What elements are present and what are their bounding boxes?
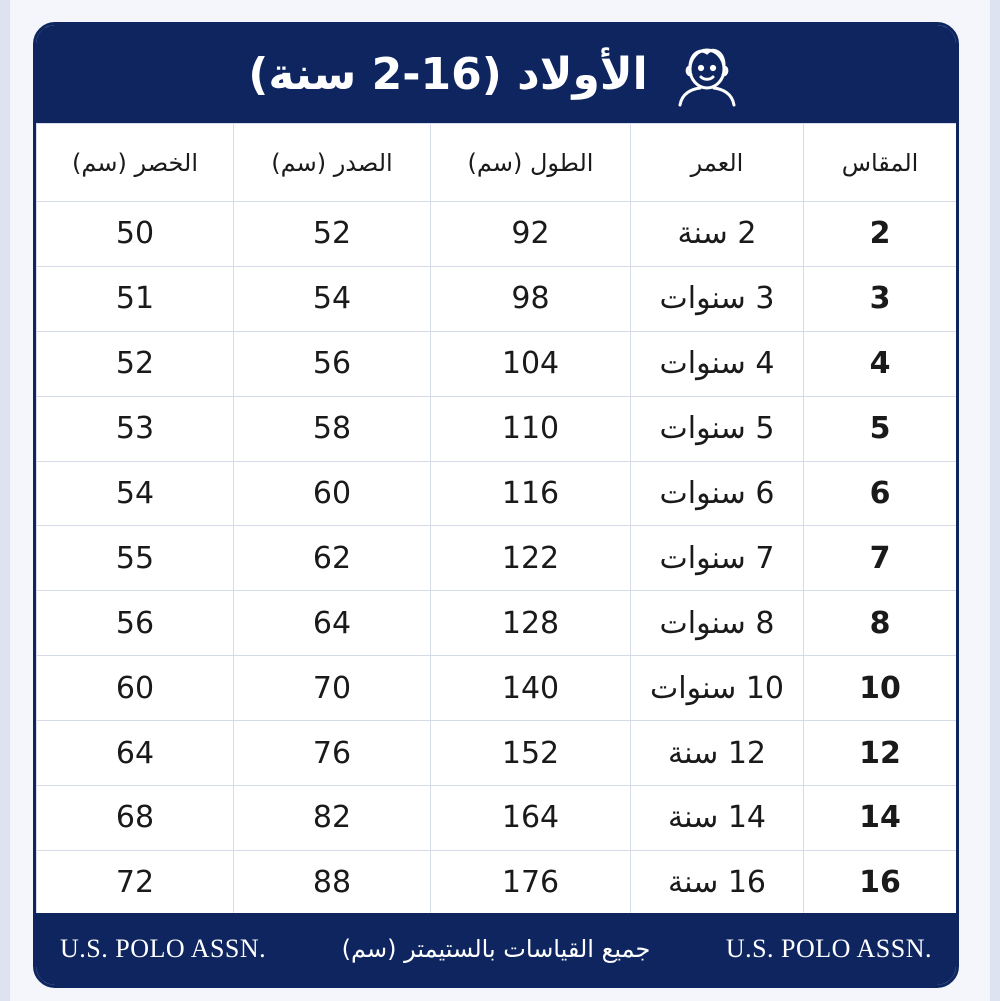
cell-chest: 62 — [234, 526, 431, 591]
cell-length: 122 — [431, 526, 631, 591]
cell-age: 6 سنوات — [631, 461, 804, 526]
header-length: الطول (سم) — [431, 124, 631, 202]
size-table — [36, 123, 957, 916]
cell-chest: 76 — [234, 721, 431, 786]
cell-age: 12 سنة — [631, 721, 804, 786]
cell-length: 116 — [431, 461, 631, 526]
header-age: العمر — [631, 124, 804, 202]
cell-size: 7 — [804, 526, 957, 591]
cell-size: 8 — [804, 591, 957, 656]
cell-waist: 53 — [37, 396, 234, 461]
cell-size: 5 — [804, 396, 957, 461]
cell-waist: 60 — [37, 656, 234, 721]
header-chest: الصدر (سم) — [234, 124, 431, 202]
cell-size: 12 — [804, 721, 957, 786]
table-row — [37, 721, 957, 786]
cell-age: 10 سنوات — [631, 656, 804, 721]
cell-waist: 72 — [37, 850, 234, 915]
table-row — [37, 786, 957, 851]
cell-age: 16 سنة — [631, 850, 804, 915]
cell-length: 98 — [431, 266, 631, 331]
table-header-row — [37, 124, 957, 202]
cell-size: 3 — [804, 266, 957, 331]
table-row — [37, 850, 957, 915]
cell-size: 2 — [804, 202, 957, 267]
cell-length: 104 — [431, 331, 631, 396]
cell-waist: 52 — [37, 331, 234, 396]
measurement-note: جميع القياسات بالستيمتر (سم) — [341, 935, 651, 963]
right-edge — [990, 0, 1000, 1001]
table-row — [37, 202, 957, 267]
table-row — [37, 331, 957, 396]
table-row — [37, 396, 957, 461]
cell-size: 14 — [804, 786, 957, 851]
cell-size: 10 — [804, 656, 957, 721]
cell-waist: 51 — [37, 266, 234, 331]
cell-waist: 64 — [37, 721, 234, 786]
cell-length: 164 — [431, 786, 631, 851]
cell-chest: 56 — [234, 331, 431, 396]
cell-length: 92 — [431, 202, 631, 267]
brand-logo-text-left: U.S. POLO ASSN. — [60, 934, 267, 963]
cell-chest: 88 — [234, 850, 431, 915]
cell-waist: 55 — [37, 526, 234, 591]
cell-age: 5 سنوات — [631, 396, 804, 461]
cell-chest: 54 — [234, 266, 431, 331]
table-row — [37, 461, 957, 526]
cell-chest: 52 — [234, 202, 431, 267]
cell-waist: 54 — [37, 461, 234, 526]
cell-chest: 60 — [234, 461, 431, 526]
brand-logo-text-right: U.S. POLO ASSN. — [725, 934, 932, 963]
cell-age: 7 سنوات — [631, 526, 804, 591]
cell-age: 4 سنوات — [631, 331, 804, 396]
cell-size: 4 — [804, 331, 957, 396]
boy-face-icon — [670, 37, 744, 111]
chart-footer — [36, 913, 956, 985]
chart-header — [36, 25, 956, 123]
cell-chest: 58 — [234, 396, 431, 461]
cell-waist: 50 — [37, 202, 234, 267]
header-size: المقاس — [804, 124, 957, 202]
cell-length: 128 — [431, 591, 631, 656]
chart-title: الأولاد (16-2 سنة) — [248, 48, 648, 100]
table-row — [37, 656, 957, 721]
cell-waist: 68 — [37, 786, 234, 851]
table-row — [37, 526, 957, 591]
cell-size: 16 — [804, 850, 957, 915]
cell-chest: 70 — [234, 656, 431, 721]
cell-waist: 56 — [37, 591, 234, 656]
cell-size: 6 — [804, 461, 957, 526]
cell-age: 2 سنة — [631, 202, 804, 267]
cell-age: 8 سنوات — [631, 591, 804, 656]
table-row — [37, 266, 957, 331]
cell-length: 176 — [431, 850, 631, 915]
cell-age: 14 سنة — [631, 786, 804, 851]
cell-chest: 64 — [234, 591, 431, 656]
cell-length: 152 — [431, 721, 631, 786]
cell-age: 3 سنوات — [631, 266, 804, 331]
cell-length: 140 — [431, 656, 631, 721]
table-row — [37, 591, 957, 656]
header-waist: الخصر (سم) — [37, 124, 234, 202]
size-chart-card — [33, 22, 959, 988]
cell-length: 110 — [431, 396, 631, 461]
left-edge — [0, 0, 10, 1001]
cell-chest: 82 — [234, 786, 431, 851]
